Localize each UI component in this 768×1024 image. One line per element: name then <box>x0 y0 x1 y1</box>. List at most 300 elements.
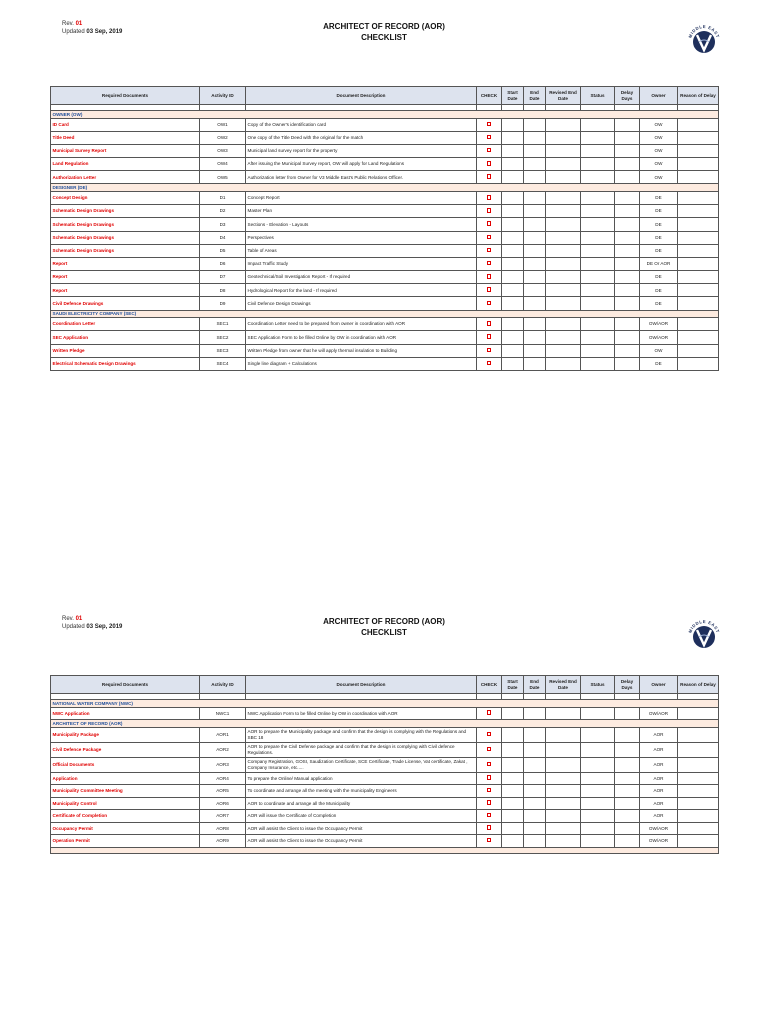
revised-end-date-cell[interactable] <box>546 244 581 257</box>
document-description: AOR to prepare the Civil Defense package and confirm that the design is complying with Civil defence Regulations. <box>246 742 477 757</box>
start-date-cell[interactable] <box>502 707 524 720</box>
document-description: Perspectives <box>246 231 477 244</box>
col-end-date: End Date <box>524 676 546 694</box>
end-date-cell[interactable] <box>524 284 546 297</box>
revised-end-date-cell[interactable] <box>546 810 581 823</box>
activity-id: D4 <box>200 231 246 244</box>
table-row <box>51 144 719 157</box>
start-date-cell[interactable] <box>502 297 524 310</box>
delay-days-cell[interactable] <box>615 822 640 835</box>
table-row <box>51 284 719 297</box>
owner: OW <box>640 118 678 131</box>
status-cell[interactable] <box>581 727 615 742</box>
company-logo <box>683 17 725 59</box>
col-owner: Owner <box>640 676 678 694</box>
delay-days-cell[interactable] <box>615 707 640 720</box>
reason-of-delay-cell[interactable] <box>678 231 719 244</box>
activity-id: AOR3 <box>200 757 246 772</box>
check-cell <box>477 131 502 144</box>
reason-of-delay-cell[interactable] <box>678 244 719 257</box>
checkbox[interactable] <box>487 174 492 179</box>
checkbox[interactable] <box>487 825 492 830</box>
status-cell[interactable] <box>581 331 615 344</box>
section-header-row <box>51 720 719 728</box>
delay-days-cell[interactable] <box>615 810 640 823</box>
section-header-row <box>51 184 719 192</box>
table-row <box>51 344 719 357</box>
table-row <box>51 158 719 171</box>
updated-label: Updated <box>62 624 85 630</box>
status-cell[interactable] <box>581 757 615 772</box>
checkbox[interactable] <box>487 161 492 166</box>
checkbox[interactable] <box>487 788 492 793</box>
status-cell[interactable] <box>581 271 615 284</box>
reason-of-delay-cell[interactable] <box>678 284 719 297</box>
status-cell[interactable] <box>581 357 615 370</box>
table-row <box>51 757 719 772</box>
col-document-description: Document Description <box>246 87 477 105</box>
rev-value: 01 <box>75 616 83 622</box>
table-row <box>51 118 719 131</box>
status-cell[interactable] <box>581 118 615 131</box>
end-date-cell[interactable] <box>524 244 546 257</box>
checkbox[interactable] <box>487 775 492 780</box>
end-date-cell[interactable] <box>524 144 546 157</box>
document-description: One copy of the Title Deed with the original for the match <box>246 131 477 144</box>
required-document: Municipal Survey Report <box>51 144 200 157</box>
col-status: Status <box>581 87 615 105</box>
start-date-cell[interactable] <box>502 158 524 171</box>
col-required-documents: Required Documents <box>51 676 200 694</box>
reason-of-delay-cell[interactable] <box>678 131 719 144</box>
table-row <box>51 218 719 231</box>
status-cell[interactable] <box>581 797 615 810</box>
delay-days-cell[interactable] <box>615 257 640 270</box>
document-description: AOR will assist the Client to issue the Occupancy Permit <box>246 822 477 835</box>
activity-id: D2 <box>200 205 246 218</box>
checklist-table <box>50 86 719 371</box>
delay-days-cell[interactable] <box>615 357 640 370</box>
revised-end-date-cell[interactable] <box>546 797 581 810</box>
status-cell[interactable] <box>581 244 615 257</box>
start-date-cell[interactable] <box>502 271 524 284</box>
checkbox[interactable] <box>487 732 492 737</box>
updated-value: 03 Sep, 2019 <box>86 29 123 35</box>
revised-end-date-cell[interactable] <box>546 742 581 757</box>
table-row <box>51 318 719 331</box>
required-document: Municipality Package <box>51 727 200 742</box>
end-date-cell[interactable] <box>524 742 546 757</box>
end-date-cell[interactable] <box>524 191 546 204</box>
delay-days-cell[interactable] <box>615 344 640 357</box>
owner: DE <box>640 231 678 244</box>
reason-of-delay-cell[interactable] <box>678 318 719 331</box>
table-row <box>51 785 719 798</box>
delay-days-cell[interactable] <box>615 331 640 344</box>
end-date-cell[interactable] <box>524 357 546 370</box>
end-date-cell[interactable] <box>524 205 546 218</box>
delay-days-cell[interactable] <box>615 297 640 310</box>
end-date-cell[interactable] <box>524 797 546 810</box>
end-date-cell[interactable] <box>524 727 546 742</box>
delay-days-cell[interactable] <box>615 757 640 772</box>
activity-id: OW5 <box>200 171 246 184</box>
reason-of-delay-cell[interactable] <box>678 742 719 757</box>
checkbox[interactable] <box>487 762 492 767</box>
revised-end-date-cell[interactable] <box>546 231 581 244</box>
revised-end-date-cell[interactable] <box>546 118 581 131</box>
checkbox[interactable] <box>487 221 492 226</box>
end-date-cell[interactable] <box>524 822 546 835</box>
status-cell[interactable] <box>581 158 615 171</box>
start-date-cell[interactable] <box>502 171 524 184</box>
start-date-cell[interactable] <box>502 257 524 270</box>
activity-id: NWC1 <box>200 707 246 720</box>
revised-end-date-cell[interactable] <box>546 131 581 144</box>
check-cell <box>477 284 502 297</box>
table-row <box>51 835 719 848</box>
status-cell[interactable] <box>581 318 615 331</box>
reason-of-delay-cell[interactable] <box>678 331 719 344</box>
revised-end-date-cell[interactable] <box>546 205 581 218</box>
revised-end-date-cell[interactable] <box>546 785 581 798</box>
delay-days-cell[interactable] <box>615 218 640 231</box>
reason-of-delay-cell[interactable] <box>678 191 719 204</box>
status-cell[interactable] <box>581 191 615 204</box>
table-row <box>51 191 719 204</box>
status-cell[interactable] <box>581 131 615 144</box>
start-date-cell[interactable] <box>502 231 524 244</box>
col-start-date: Start Date <box>502 676 524 694</box>
checkbox[interactable] <box>487 348 492 353</box>
activity-id: OW2 <box>200 131 246 144</box>
end-date-cell[interactable] <box>524 810 546 823</box>
status-cell[interactable] <box>581 257 615 270</box>
checkbox[interactable] <box>487 287 492 292</box>
check-cell <box>477 144 502 157</box>
reason-of-delay-cell[interactable] <box>678 218 719 231</box>
page-title <box>0 616 768 638</box>
footer-row <box>51 847 719 853</box>
col-start-date: Start Date <box>502 87 524 105</box>
delay-days-cell[interactable] <box>615 785 640 798</box>
check-cell <box>477 757 502 772</box>
owner: OW <box>640 158 678 171</box>
check-cell <box>477 158 502 171</box>
start-date-cell[interactable] <box>502 772 524 785</box>
start-date-cell[interactable] <box>502 144 524 157</box>
table-row <box>51 171 719 184</box>
activity-id: AOR9 <box>200 835 246 848</box>
reason-of-delay-cell[interactable] <box>678 257 719 270</box>
activity-id: D6 <box>200 257 246 270</box>
delay-days-cell[interactable] <box>615 727 640 742</box>
delay-days-cell[interactable] <box>615 131 640 144</box>
section-header-row <box>51 310 719 318</box>
col-status: Status <box>581 676 615 694</box>
revised-end-date-cell[interactable] <box>546 284 581 297</box>
status-cell[interactable] <box>581 231 615 244</box>
checkbox[interactable] <box>487 838 492 843</box>
document-description: Copy of the Owner's identification card <box>246 118 477 131</box>
reason-of-delay-cell[interactable] <box>678 797 719 810</box>
revised-end-date-cell[interactable] <box>546 757 581 772</box>
document-description: Single line diagram + Calculations <box>246 357 477 370</box>
checkbox[interactable] <box>487 261 492 266</box>
revised-end-date-cell[interactable] <box>546 297 581 310</box>
start-date-cell[interactable] <box>502 357 524 370</box>
reason-of-delay-cell[interactable] <box>678 757 719 772</box>
status-cell[interactable] <box>581 144 615 157</box>
status-cell[interactable] <box>581 218 615 231</box>
check-cell <box>477 357 502 370</box>
start-date-cell[interactable] <box>502 785 524 798</box>
delay-days-cell[interactable] <box>615 231 640 244</box>
checkbox[interactable] <box>487 301 492 306</box>
col-end-date: End Date <box>524 87 546 105</box>
start-date-cell[interactable] <box>502 244 524 257</box>
status-cell[interactable] <box>581 707 615 720</box>
table-body <box>51 105 719 371</box>
revised-end-date-cell[interactable] <box>546 218 581 231</box>
status-cell[interactable] <box>581 772 615 785</box>
revised-end-date-cell[interactable] <box>546 835 581 848</box>
required-document: Report <box>51 257 200 270</box>
end-date-cell[interactable] <box>524 231 546 244</box>
col-reason-of-delay: Reason of Delay <box>678 676 719 694</box>
revised-end-date-cell[interactable] <box>546 318 581 331</box>
start-date-cell[interactable] <box>502 318 524 331</box>
end-date-cell[interactable] <box>524 707 546 720</box>
start-date-cell[interactable] <box>502 835 524 848</box>
delay-days-cell[interactable] <box>615 144 640 157</box>
delay-days-cell[interactable] <box>615 171 640 184</box>
activity-id: SEC2 <box>200 331 246 344</box>
end-date-cell[interactable] <box>524 257 546 270</box>
reason-of-delay-cell[interactable] <box>678 297 719 310</box>
revised-end-date-cell[interactable] <box>546 344 581 357</box>
owner: OW/AOR <box>640 707 678 720</box>
checkbox[interactable] <box>487 208 492 213</box>
checkbox[interactable] <box>487 122 492 127</box>
required-document: Written Pledge <box>51 344 200 357</box>
checkbox[interactable] <box>487 710 492 715</box>
col-revised-end-date: Revised End Date <box>546 87 581 105</box>
delay-days-cell[interactable] <box>615 158 640 171</box>
activity-id: AOR7 <box>200 810 246 823</box>
end-date-cell[interactable] <box>524 835 546 848</box>
checkbox[interactable] <box>487 274 492 279</box>
table-row <box>51 244 719 257</box>
status-cell[interactable] <box>581 742 615 757</box>
section-title: SAUDI ELECTRICITY COMPANY (SEC) <box>51 310 719 318</box>
reason-of-delay-cell[interactable] <box>678 810 719 823</box>
activity-id: SEC4 <box>200 357 246 370</box>
reason-of-delay-cell[interactable] <box>678 344 719 357</box>
reason-of-delay-cell[interactable] <box>678 171 719 184</box>
end-date-cell[interactable] <box>524 772 546 785</box>
checkbox[interactable] <box>487 747 492 752</box>
start-date-cell[interactable] <box>502 757 524 772</box>
reason-of-delay-cell[interactable] <box>678 118 719 131</box>
start-date-cell[interactable] <box>502 205 524 218</box>
required-document: Schematic Design Drawings <box>51 231 200 244</box>
required-document: Coordination Letter <box>51 318 200 331</box>
activity-id: D3 <box>200 218 246 231</box>
revised-end-date-cell[interactable] <box>546 191 581 204</box>
check-cell <box>477 297 502 310</box>
end-date-cell[interactable] <box>524 118 546 131</box>
checkbox[interactable] <box>487 361 492 366</box>
delay-days-cell[interactable] <box>615 118 640 131</box>
section-title: DESIGNER (DE) <box>51 184 719 192</box>
reason-of-delay-cell[interactable] <box>678 772 719 785</box>
end-date-cell[interactable] <box>524 131 546 144</box>
status-cell[interactable] <box>581 822 615 835</box>
delay-days-cell[interactable] <box>615 797 640 810</box>
start-date-cell[interactable] <box>502 191 524 204</box>
reason-of-delay-cell[interactable] <box>678 785 719 798</box>
required-document: Civil Defence Package <box>51 742 200 757</box>
end-date-cell[interactable] <box>524 271 546 284</box>
reason-of-delay-cell[interactable] <box>678 727 719 742</box>
status-cell[interactable] <box>581 297 615 310</box>
checkbox[interactable] <box>487 334 492 339</box>
end-date-cell[interactable] <box>524 297 546 310</box>
start-date-cell[interactable] <box>502 742 524 757</box>
start-date-cell[interactable] <box>502 218 524 231</box>
activity-id: AOR1 <box>200 727 246 742</box>
document-description: Hydrological Report for the land - If required <box>246 284 477 297</box>
revised-end-date-cell[interactable] <box>546 144 581 157</box>
start-date-cell[interactable] <box>502 131 524 144</box>
revised-end-date-cell[interactable] <box>546 331 581 344</box>
reason-of-delay-cell[interactable] <box>678 158 719 171</box>
start-date-cell[interactable] <box>502 810 524 823</box>
end-date-cell[interactable] <box>524 171 546 184</box>
owner: DE <box>640 191 678 204</box>
title-line-2: CHECKLIST <box>361 33 407 42</box>
delay-days-cell[interactable] <box>615 191 640 204</box>
end-date-cell[interactable] <box>524 218 546 231</box>
revised-end-date-cell[interactable] <box>546 357 581 370</box>
status-cell[interactable] <box>581 835 615 848</box>
owner: AOR <box>640 757 678 772</box>
checkbox[interactable] <box>487 135 492 140</box>
reason-of-delay-cell[interactable] <box>678 271 719 284</box>
status-cell[interactable] <box>581 284 615 297</box>
start-date-cell[interactable] <box>502 331 524 344</box>
required-document: Report <box>51 271 200 284</box>
document-description: NWC Application Form to be filled Online by OW in coordination with AOR <box>246 707 477 720</box>
reason-of-delay-cell[interactable] <box>678 357 719 370</box>
checkbox[interactable] <box>487 321 492 326</box>
status-cell[interactable] <box>581 810 615 823</box>
end-date-cell[interactable] <box>524 318 546 331</box>
checkbox[interactable] <box>487 195 492 200</box>
end-date-cell[interactable] <box>524 757 546 772</box>
table-row <box>51 810 719 823</box>
revised-end-date-cell[interactable] <box>546 727 581 742</box>
document-description: Table of Areas <box>246 244 477 257</box>
document-description: Geotechnical/Soil Investigation Report - If required <box>246 271 477 284</box>
table-row <box>51 357 719 370</box>
revised-end-date-cell[interactable] <box>546 271 581 284</box>
document-description: Concept Report <box>246 191 477 204</box>
start-date-cell[interactable] <box>502 797 524 810</box>
reason-of-delay-cell[interactable] <box>678 205 719 218</box>
revised-end-date-cell[interactable] <box>546 171 581 184</box>
reason-of-delay-cell[interactable] <box>678 822 719 835</box>
table-row <box>51 297 719 310</box>
check-cell <box>477 810 502 823</box>
status-cell[interactable] <box>581 171 615 184</box>
check-cell <box>477 318 502 331</box>
revised-end-date-cell[interactable] <box>546 822 581 835</box>
delay-days-cell[interactable] <box>615 318 640 331</box>
check-cell <box>477 707 502 720</box>
start-date-cell[interactable] <box>502 822 524 835</box>
revised-end-date-cell[interactable] <box>546 158 581 171</box>
checkbox[interactable] <box>487 248 492 253</box>
delay-days-cell[interactable] <box>615 742 640 757</box>
activity-id: D1 <box>200 191 246 204</box>
checkbox[interactable] <box>487 800 492 805</box>
start-date-cell[interactable] <box>502 344 524 357</box>
end-date-cell[interactable] <box>524 785 546 798</box>
start-date-cell[interactable] <box>502 118 524 131</box>
end-date-cell[interactable] <box>524 344 546 357</box>
start-date-cell[interactable] <box>502 727 524 742</box>
delay-days-cell[interactable] <box>615 835 640 848</box>
checklist-table <box>50 675 719 854</box>
document-description: Impact Traffic Study <box>246 257 477 270</box>
start-date-cell[interactable] <box>502 284 524 297</box>
delay-days-cell[interactable] <box>615 271 640 284</box>
checkbox[interactable] <box>487 148 492 153</box>
end-date-cell[interactable] <box>524 331 546 344</box>
status-cell[interactable] <box>581 205 615 218</box>
delay-days-cell[interactable] <box>615 244 640 257</box>
rev-label: Rev. <box>62 21 74 27</box>
revised-end-date-cell[interactable] <box>546 707 581 720</box>
status-cell[interactable] <box>581 344 615 357</box>
reason-of-delay-cell[interactable] <box>678 835 719 848</box>
reason-of-delay-cell[interactable] <box>678 144 719 157</box>
logo-text: MIDDLE EAST <box>687 618 721 634</box>
delay-days-cell[interactable] <box>615 772 640 785</box>
checkbox[interactable] <box>487 235 492 240</box>
reason-of-delay-cell[interactable] <box>678 707 719 720</box>
revised-end-date-cell[interactable] <box>546 257 581 270</box>
delay-days-cell[interactable] <box>615 284 640 297</box>
section-header-row <box>51 700 719 708</box>
owner: OW/AOR <box>640 318 678 331</box>
status-cell[interactable] <box>581 785 615 798</box>
owner: DE Or AOR <box>640 257 678 270</box>
checkbox[interactable] <box>487 813 492 818</box>
updated-label: Updated <box>62 29 85 35</box>
delay-days-cell[interactable] <box>615 205 640 218</box>
revised-end-date-cell[interactable] <box>546 772 581 785</box>
document-description: Authorization letter from Owner for V3 Middle East's Public Relations Officer. <box>246 171 477 184</box>
required-document: Schematic Design Drawings <box>51 244 200 257</box>
end-date-cell[interactable] <box>524 158 546 171</box>
col-document-description: Document Description <box>246 676 477 694</box>
required-document: Municipality Control <box>51 797 200 810</box>
col-delay-days: Delay Days <box>615 676 640 694</box>
check-cell <box>477 271 502 284</box>
